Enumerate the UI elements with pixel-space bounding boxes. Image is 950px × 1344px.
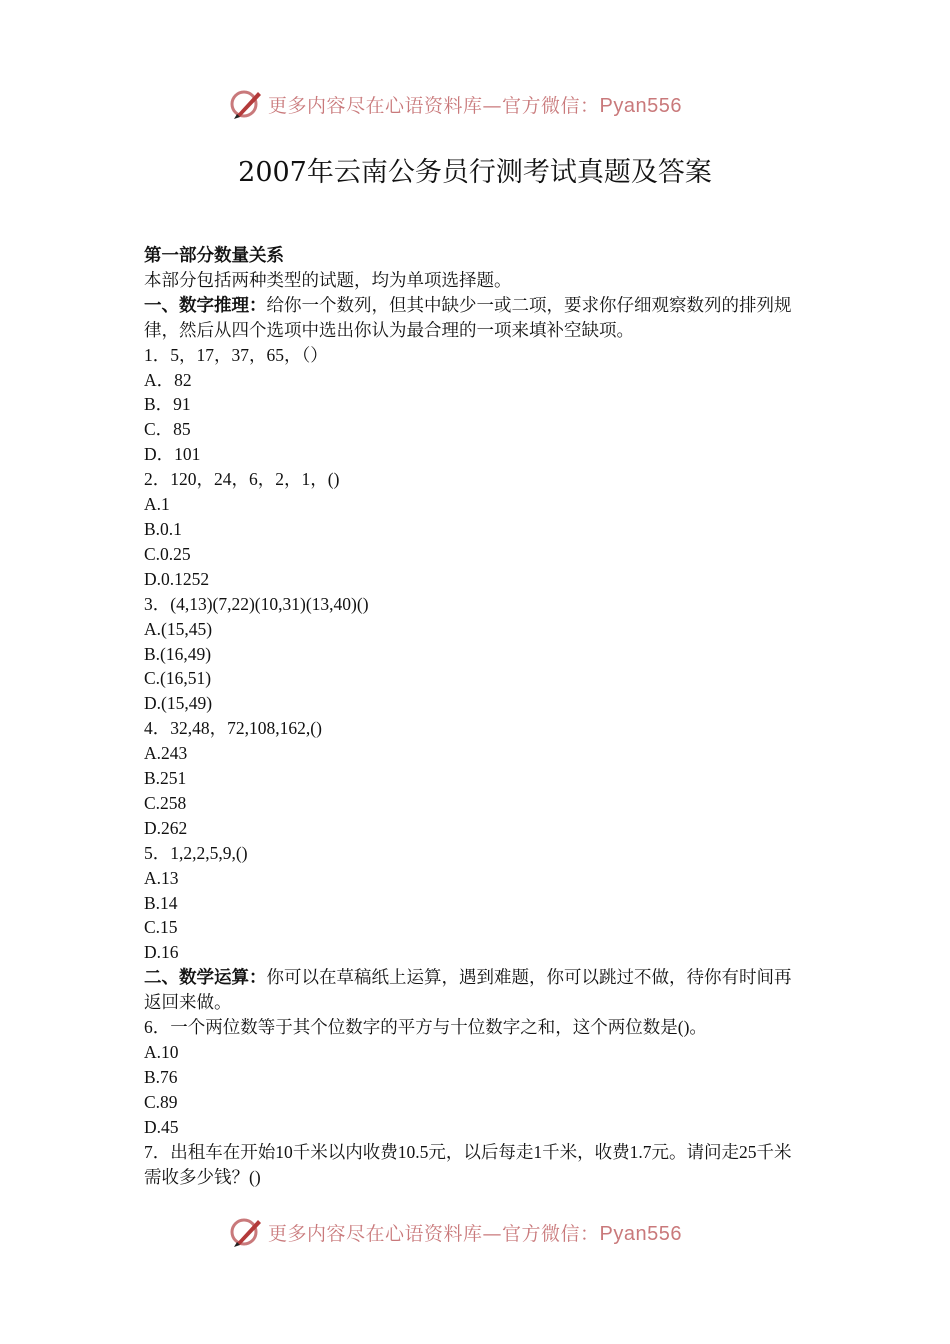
question-stem: 1．5，17，37，65，（）	[144, 344, 328, 365]
section-math-operation	[144, 965, 808, 1015]
pen-feather-logo-icon	[228, 1214, 264, 1250]
question-stem: 2．120，24，6，2，1，()	[144, 469, 340, 490]
question-option: D．101	[144, 444, 201, 465]
watermark-wechat-id: Pyan556	[599, 94, 682, 117]
section-text: 你可以在草稿纸上运算，遇到难题，你可以跳过不做，待你有时间再返回来做。	[144, 967, 792, 1013]
question-option: B.251	[144, 768, 187, 789]
question-option: D.(15,49)	[144, 693, 213, 714]
question-option: C.0.25	[144, 543, 191, 564]
question-option: B.0.1	[144, 518, 182, 539]
question-option: B.(16,49)	[144, 643, 212, 664]
section-text: 给你一个数列，但其中缺少一或二项，要求你仔细观察数列的排列规律，然后从四个选项中选出你认为最合理的一项来填补空缺项。	[144, 294, 792, 340]
question-option: D.16	[144, 942, 179, 963]
question-option: A.243	[144, 743, 188, 764]
section-label: 一、数字推理：	[144, 294, 267, 315]
question-option: B．91	[144, 394, 191, 415]
question-option: A．82	[144, 369, 192, 390]
question-option: C.89	[144, 1091, 178, 1112]
header-watermark	[228, 84, 682, 124]
question-stem: 5．1,2,2,5,9,()	[144, 842, 248, 863]
section-number-reasoning	[144, 293, 808, 343]
question-option: C.(16,51)	[144, 668, 212, 689]
part-heading: 第一部分数量关系	[144, 245, 284, 265]
question-option: A.(15,45)	[144, 618, 213, 639]
footer-watermark	[228, 1212, 682, 1252]
question-option: B.14	[144, 892, 178, 913]
part-intro: 本部分包括两种类型的试题，均为单项选择题。	[144, 269, 512, 290]
watermark-text: 更多内容尽在心语资料库—官方微信：Pyan556	[268, 1222, 682, 1245]
question-option: D.0.1252	[144, 568, 210, 589]
watermark-text: 更多内容尽在心语资料库—官方微信：Pyan556	[268, 94, 682, 117]
question-option: A.1	[144, 494, 170, 515]
section-label: 二、数学运算：	[144, 967, 267, 988]
question-option: D.45	[144, 1116, 179, 1137]
question-stem: 6．一个两位数等于其个位数字的平方与十位数字之和，这个两位数是()。	[144, 1017, 707, 1038]
question-option: C.15	[144, 917, 178, 938]
question-stem: 4．32,48，72,108,162,()	[144, 718, 322, 739]
question-stem: 7．出租车在开始10千米以内收费10.5元，以后每走1千米，收费1.7元。请问走25千米需收多少钱？()	[144, 1141, 792, 1187]
document-title: 2007年云南公务员行测考试真题及答案	[238, 157, 712, 188]
pen-feather-logo-icon	[228, 86, 264, 122]
question-option: C．85	[144, 419, 191, 440]
question-option: D.262	[144, 817, 188, 838]
question-option: A.13	[144, 867, 179, 888]
question-option: A.10	[144, 1042, 179, 1062]
question-stem: 3．(4,13)(7,22)(10,31)(13,40)()	[144, 593, 369, 614]
document-body	[144, 243, 808, 1189]
question-option: B.76	[144, 1066, 178, 1087]
question-option: C.258	[144, 792, 187, 813]
watermark-wechat-id: Pyan556	[599, 1222, 682, 1245]
